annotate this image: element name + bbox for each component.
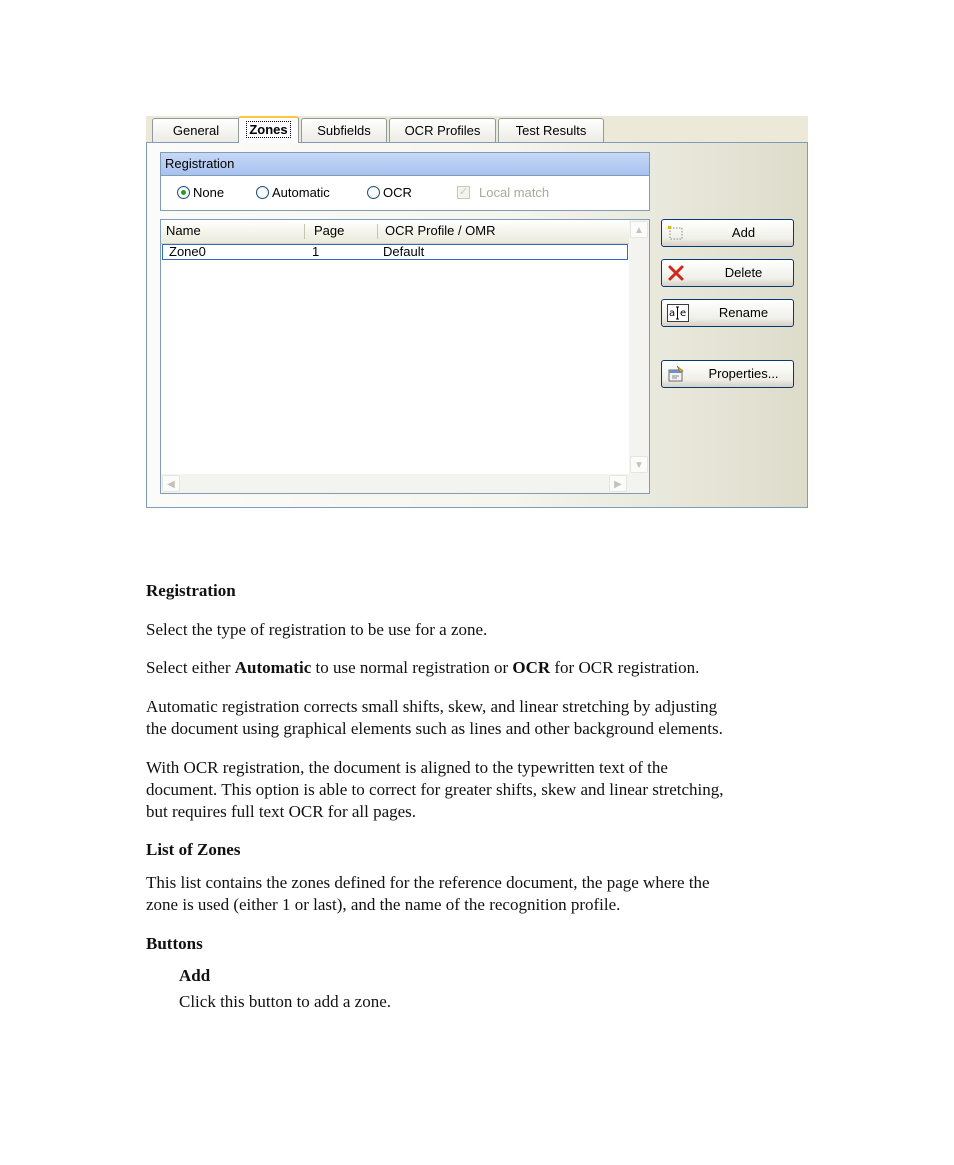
rename-button[interactable] <box>661 299 794 327</box>
radio-automatic[interactable] <box>256 186 269 199</box>
radio-none-label[interactable]: None <box>193 185 225 200</box>
column-divider[interactable] <box>377 224 378 239</box>
add-heading: Add <box>179 966 211 985</box>
scroll-down-button[interactable]: ▼ <box>630 456 648 473</box>
registration-options <box>161 183 649 205</box>
p2-text: to use normal registration or <box>311 658 513 677</box>
zone-name-cell: Zone0 <box>169 244 206 259</box>
column-header-name[interactable]: Name <box>166 223 201 238</box>
properties-button[interactable] <box>661 360 794 388</box>
zone-page-cell: 1 <box>312 244 320 259</box>
table-row[interactable] <box>162 244 628 260</box>
list-paragraph-line-2: zone is used (either 1 or last), and the name of the recognition profile. <box>146 895 621 914</box>
svg-text:a: a <box>669 308 676 319</box>
tab-zones[interactable] <box>238 116 299 143</box>
tab-subfields[interactable]: Subfields <box>301 118 387 142</box>
local-match-checkbox[interactable]: ✓ <box>458 186 469 198</box>
registration-paragraph-3-line-1: Automatic registration corrects small shifts, skew, and linear stretching by adjusting <box>146 697 718 716</box>
registration-paragraph-2 <box>146 657 846 679</box>
properties-button-label: Properties... <box>708 366 779 381</box>
horizontal-scrollbar[interactable] <box>161 474 629 493</box>
column-header-page[interactable]: Page <box>314 223 345 238</box>
list-paragraph-line-1: This list contains the zones defined for the reference document, the page where the <box>146 873 710 892</box>
radio-none[interactable] <box>177 186 190 199</box>
scrollbar-corner <box>629 474 649 493</box>
tab-test-results[interactable]: Test Results <box>498 118 604 142</box>
zones-tab-panel <box>146 142 808 508</box>
zone-profile-cell: Default <box>383 244 425 259</box>
new-zone-icon <box>667 224 685 242</box>
delete-button[interactable] <box>661 259 794 287</box>
tab-zones-label: Zones <box>246 121 290 138</box>
list-of-zones-heading: List of Zones <box>146 840 241 859</box>
add-description: Click this button to add a zone. <box>179 992 391 1011</box>
radio-ocr-label[interactable]: OCR <box>383 185 412 200</box>
delete-button-label: Delete <box>724 265 763 280</box>
registration-paragraph-4-line-2: document. This option is able to correct for greater shifts, skew and linear stretching, <box>146 780 724 799</box>
p2-text: for OCR registration. <box>550 658 700 677</box>
column-divider[interactable] <box>304 224 305 239</box>
properties-icon <box>667 365 685 383</box>
add-button-label: Add <box>731 225 756 240</box>
rename-text-cursor-icon <box>667 304 689 322</box>
red-x-icon <box>667 264 685 282</box>
registration-paragraph-3-line-2: the document using graphical elements such as lines and other background elements. <box>146 719 723 738</box>
p2-text: Select either <box>146 658 235 677</box>
tab-strip <box>146 116 808 142</box>
zones-list-header <box>161 220 629 244</box>
registration-paragraph-4-line-1: With OCR registration, the document is aligned to the typewritten text of the <box>146 758 668 777</box>
p2-automatic: Automatic <box>234 658 312 677</box>
vertical-scrollbar[interactable] <box>629 220 649 474</box>
column-header-profile[interactable]: OCR Profile / OMR <box>385 223 496 238</box>
registration-paragraph-1: Select the type of registration to be use for a zone. <box>146 620 488 639</box>
buttons-heading: Buttons <box>146 934 203 953</box>
registration-paragraph-4-line-3: but requires full text OCR for all pages. <box>146 802 417 821</box>
rename-button-label: Rename <box>718 305 769 320</box>
p2-ocr: OCR <box>512 658 551 677</box>
tab-general[interactable]: General <box>152 118 240 142</box>
registration-title: Registration <box>161 153 649 176</box>
registration-group <box>160 152 650 211</box>
scroll-right-button[interactable]: ▶ <box>609 475 627 492</box>
svg-text:e: e <box>680 308 687 319</box>
zones-list[interactable] <box>160 219 650 494</box>
tab-ocr-profiles[interactable]: OCR Profiles <box>389 118 496 142</box>
scroll-left-button[interactable]: ◀ <box>162 475 180 492</box>
zones-dialog <box>146 116 808 508</box>
local-match-label: Local match <box>479 185 550 200</box>
radio-ocr[interactable] <box>367 186 380 199</box>
registration-heading: Registration <box>146 581 236 600</box>
scroll-up-button[interactable]: ▲ <box>630 221 648 238</box>
add-button[interactable] <box>661 219 794 247</box>
radio-automatic-label[interactable]: Automatic <box>272 185 330 200</box>
